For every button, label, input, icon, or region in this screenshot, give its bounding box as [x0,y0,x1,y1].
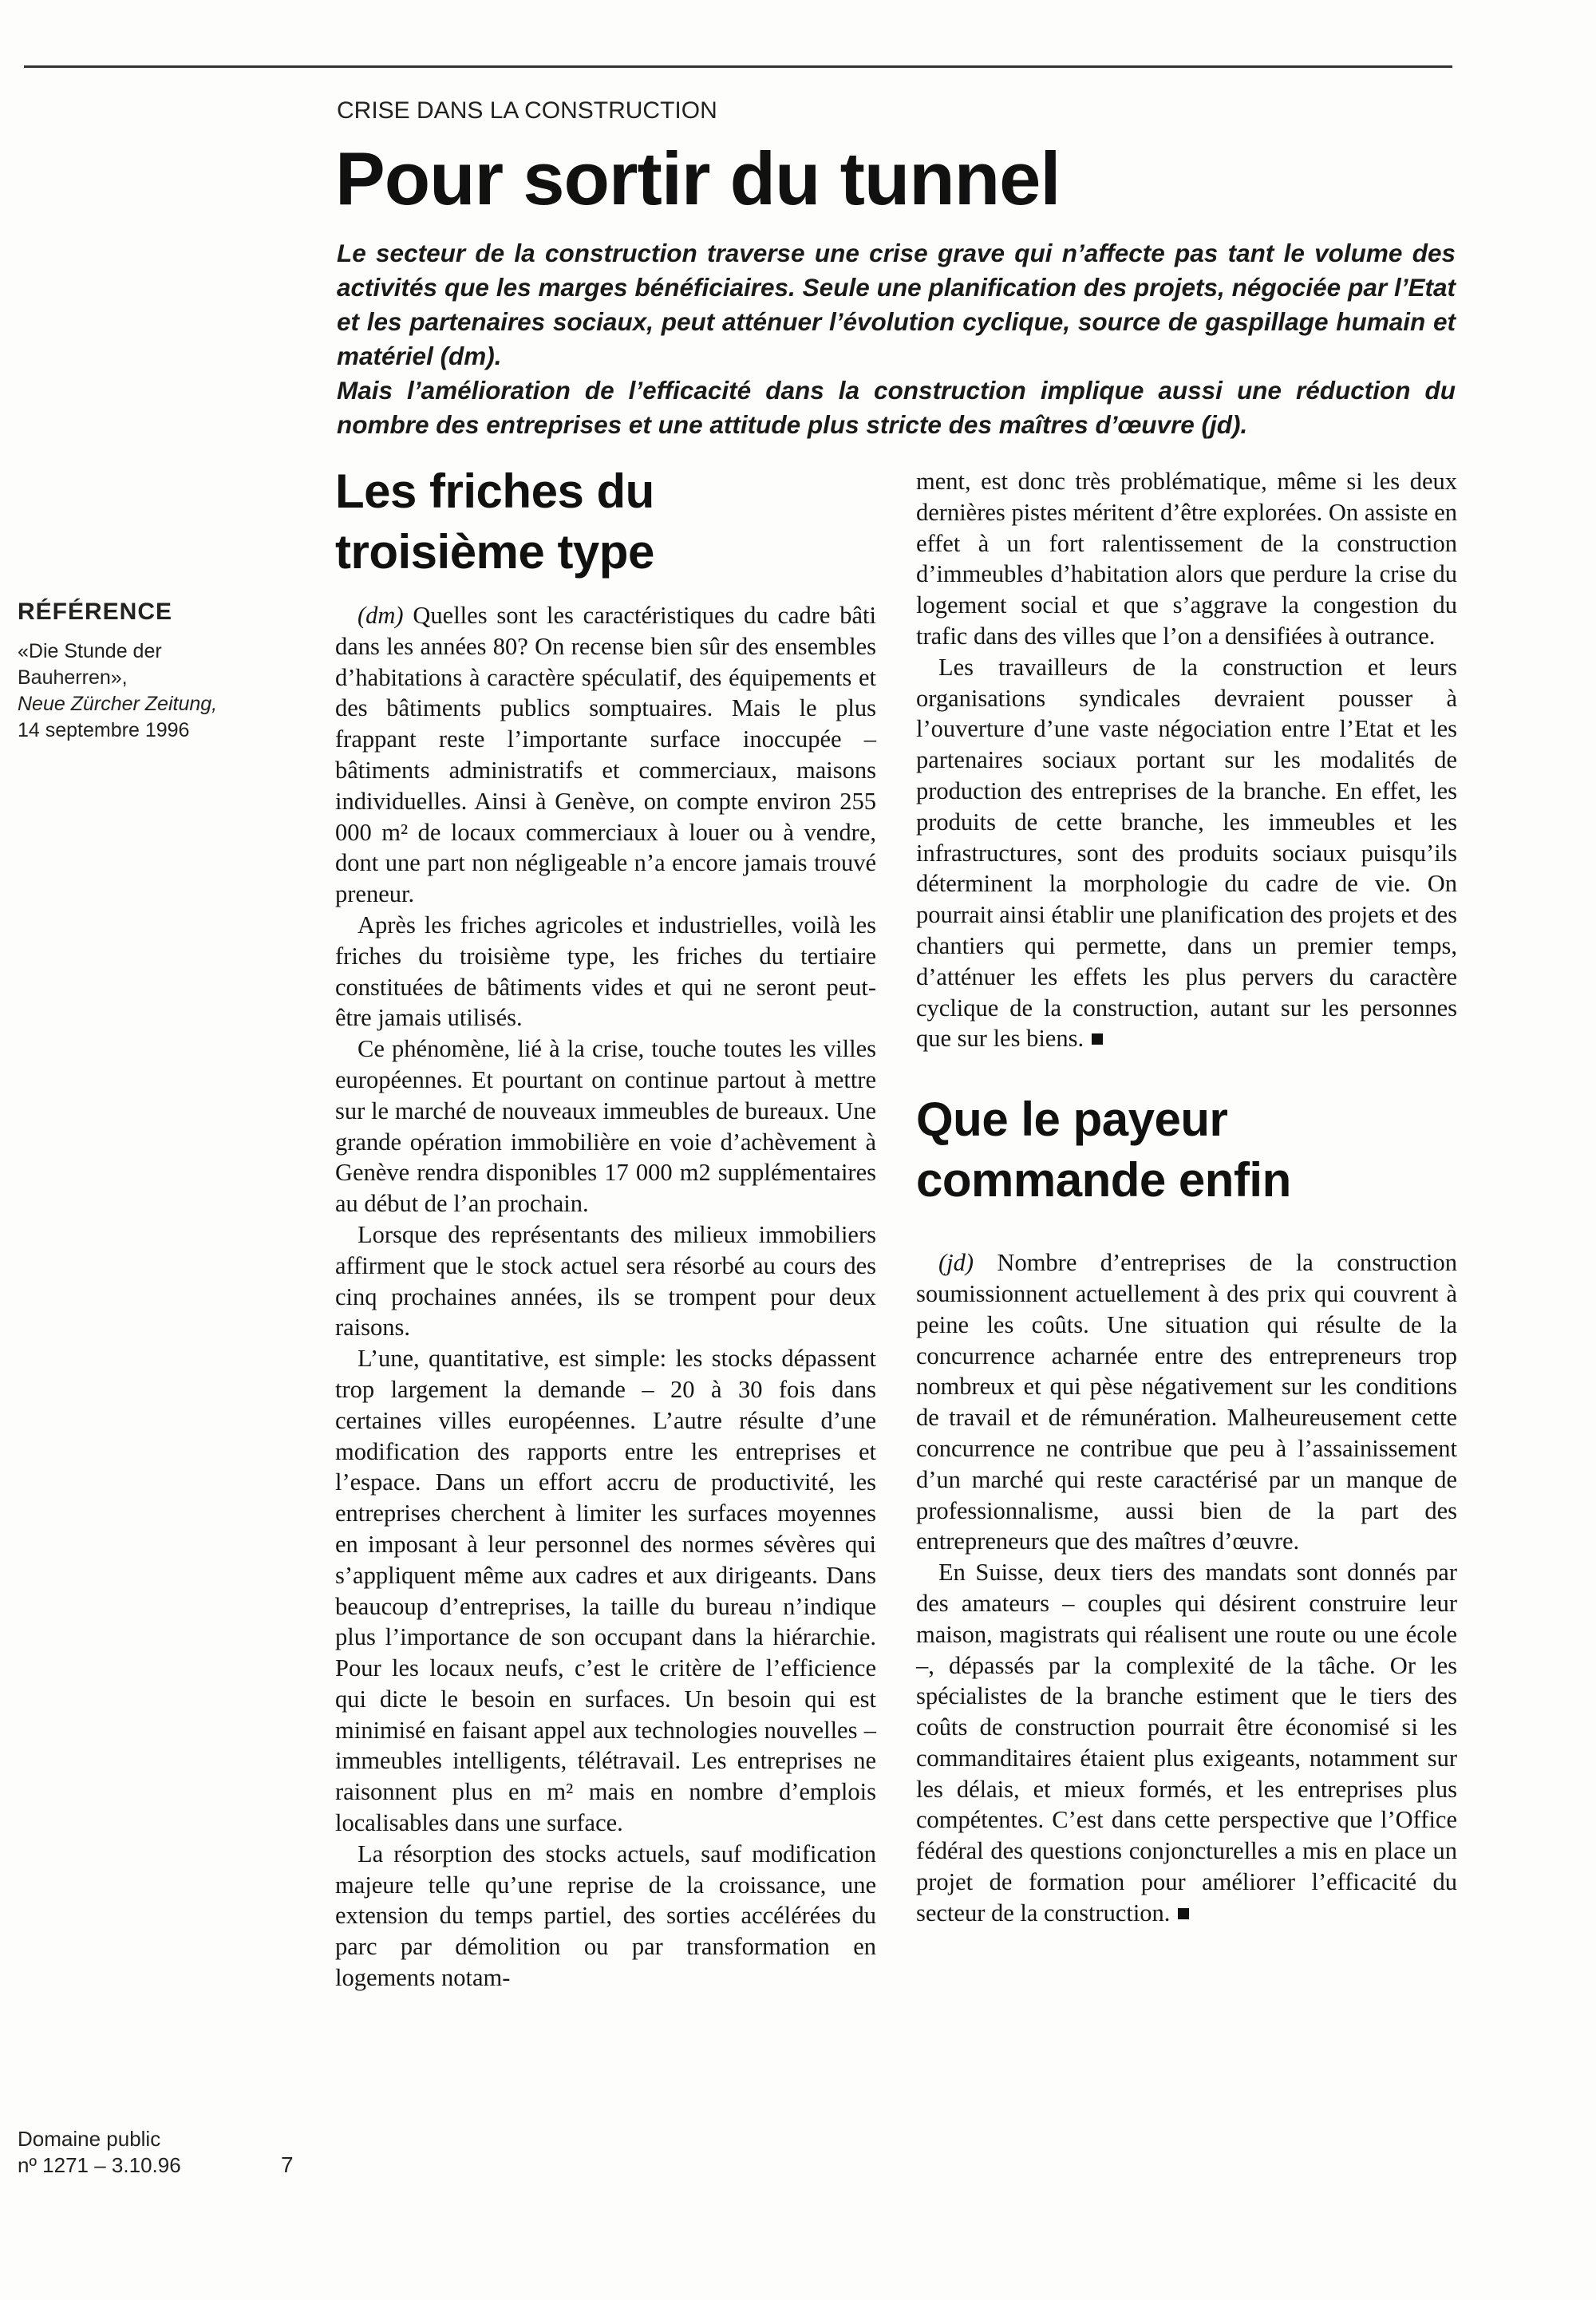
reference-sidebar [18,599,281,744]
paragraph-text: Les travailleurs de la construction et leurs organisations syndicales devraient pousser à l’ouverture d’une vaste négociation entre l’Etat et les partenaires sociaux portant sur les modalités de production des entreprises de la branche. En effet, les produits de cette branche, les immeubles et les infrastructures, sont des produits sociaux puisqu’ils déterminent la morphologie du cadre de vie. On pourrait ainsi établir une planification des projets et des chantiers qui permette, dans un premier temps, d’atténuer les effets les plus pervers du caractère cyclique de la construction, autant sur les personnes que sur les biens. [916,653,1457,1053]
column-left [335,461,876,1994]
section-heading [916,1089,1457,1211]
reference-line: «Die Stunde der [18,640,162,662]
article-title: Pour sortir du tunnel [335,136,1061,220]
section-body [916,1247,1457,1929]
section-heading [335,461,876,583]
author-initials: (jd) [938,1249,974,1277]
section-body-continued [916,466,1457,1054]
paragraph-continued: ment, est donc très problématique, même si les deux dernières pistes méritent d’être explorées. On assiste en effet à un fort ralentissement de la construction d’immeubles d’habitation alors que perdure la crise du logement social et que s’aggrave la congestion du trafic dans des villes que l’on a densifiées à outrance. [916,468,1457,650]
paragraph: Après les friches agricoles et industrielles, voilà les friches du troisième type, les friches du tertiaire constituées de bâtiments vides et qui ne seront peut-être jamais utilisés. [335,911,876,1032]
column-right [916,466,1457,1929]
section-heading-line: Les friches du [335,464,654,518]
paragraph: Ce phénomène, lié à la crise, touche toutes les villes européennes. Et pourtant on continue partout à mettre sur le marché de nouveaux immeubles de bureaux. Une grande opération immobilière en voie d’achèvement à Genève rendra disponibles 17 000 m2 supplémentaires au début de l’an prochain. [335,1035,876,1218]
end-of-article-mark [1092,1033,1103,1045]
section-2 [916,1089,1457,1929]
top-rule [24,65,1452,68]
paragraph: Lorsque des représentants des milieux immobiliers affirment que le stock actuel sera résorbé au cours des cinq prochaines années, ils se trompent pour deux raisons. [335,1220,876,1342]
section-body [335,600,876,1994]
section-heading-line: commande enfin [916,1153,1291,1207]
publication-name: Domaine public [18,2127,161,2151]
reference-heading: RÉFÉRENCE [18,599,173,625]
reference-line: Bauherren», [18,666,128,689]
section-heading-line: Que le payeur [916,1093,1228,1147]
section-heading-line: troisième type [335,525,654,579]
paragraph: L’une, quantitative, est simple: les stocks dépassent trop largement la demande – 20 à 30 fois dans certaines villes européennes. L’autre résulte d’une modification des rapports entre les entreprises et l’espace. Dans un effort accru de productivité, les entreprises cherchent à limiter les surfaces moyennes en imposant à leur personnel des normes sévères qui s’appliquent même aux cadres et aux dirigeants. Dans beaucoup d’entreprises, la taille du bureau n’indique plus l’importance de son occupant dans la hiérarchie. Pour les locaux neufs, c’est le critère de l’efficience qui dicte le besoin en surfaces. Un besoin qui est minimisé en faisant appel aux technologies nouvelles – immeubles intelligents, télétravail. Les entreprises ne raisonnent plus en m² mais en nombre d’emplois localisables dans une surface. [335,1345,876,1837]
article-lead [337,236,1456,442]
paragraph-text: Nombre d’entreprises de la construction soumissionnent actuellement à des prix qui couvrent à peine les coûts. Une situation qui résulte de la concurrence acharnée entre des entrepreneurs trop nombreux et qui pèse négativement sur les conditions de travail et de rémunération. Malheureusement cette concurrence ne contribue que peu à l’assainissement d’un marché qui reste caractérisé par un manque de professionnalisme, aussi bien de la part des entrepreneurs que des maîtres d’œuvre. [916,1249,1457,1555]
page-number: 7 [281,2152,294,2177]
author-initials: (dm) [358,602,404,629]
footer-publication [18,2126,181,2179]
paragraph-split: La résorption des stocks actuels, sauf modification majeure telle qu’une reprise de la croissance, une extension du temps partiel, des sorties accélérées du parc par démolition ou par transformation en logements notam- [335,1840,876,1992]
end-of-article-mark [1178,1908,1189,1919]
reference-source: Neue Zürcher Zeitung, [18,693,218,715]
lead-paragraph: Le secteur de la construction traverse une crise grave qui n’affecte pas tant le volume des activités que les marges bénéficiaires. Seule une planification des projets, négociée par l’Etat et les partenaires sociaux, peut atténuer l’évolution cyclique, source de gaspillage humain et matériel (dm). [337,239,1456,370]
paragraph-text: En Suisse, deux tiers des mandats sont donnés par des amateurs – couples qui désirent construire leur maison, magistrats qui réalisent une route ou une école –, dépassés par la complexité de la tâche. Or les spécialistes de la branche estiment que le tiers des coûts de construction pourrait être économisé si les commanditaires étaient plus exigeants, notamment sur les délais, et mieux formés, et les entreprises plus compétentes. C’est dans cette perspective que l’Office fédéral des questions conjoncturelles a mis en place un projet de formation pour améliorer l’efficacité du secteur de la construction. [916,1559,1457,1927]
article-kicker: CRISE DANS LA CONSTRUCTION [337,97,717,124]
lead-paragraph: Mais l’amélioration de l’efficacité dans la construction implique aussi une réduction du nombre des entreprises et une attitude plus stricte des maîtres d’œuvre (jd). [337,376,1456,439]
paragraph-text: Quelles sont les caractéristiques du cadre bâti dans les années 80? On recense bien sûr des ensembles d’habitations à caractère spéculatif, des équipements et des bâtiments publics somptuaires. Mais le plus frappant reste l’importante surface inoccupée – bâtiments administratifs et commerciaux, maisons individuelles. Ainsi à Genève, on compte environ 255 000 m² de locaux commerciaux à louer ou à vendre, dont une part non négligeable n’a encore jamais trouvé preneur. [335,602,876,908]
reference-date: 14 septembre 1996 [18,719,190,741]
issue-number: nº 1271 – 3.10.96 [18,2153,181,2177]
